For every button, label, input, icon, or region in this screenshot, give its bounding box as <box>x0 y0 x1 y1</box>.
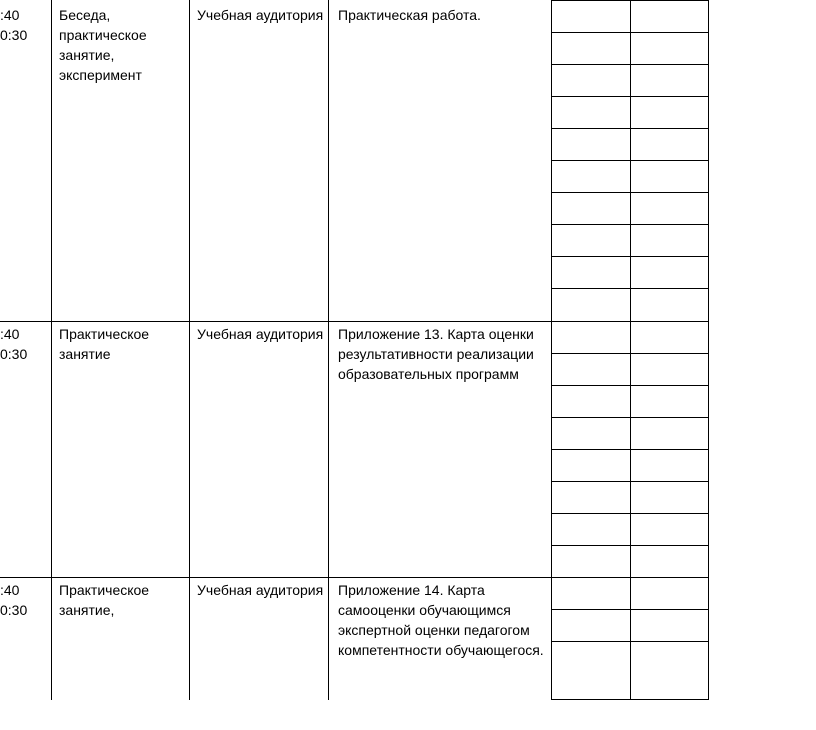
lesson-form: Беседа, практическое занятие, эксперимент <box>59 7 147 83</box>
time-start: :40 <box>0 326 20 342</box>
table-vline <box>551 0 552 700</box>
table-cell-border <box>551 481 709 482</box>
lesson-form: Практическое занятие, <box>59 582 150 618</box>
table-cell-border <box>551 641 709 642</box>
time-end: 0:30 <box>0 27 28 43</box>
table-cell-border <box>551 0 709 1</box>
control-form: Приложение 13. Карта оценки результативности реализации образовательных программ <box>338 326 534 382</box>
table-cell-border <box>551 160 709 161</box>
table-cell-border <box>551 64 709 65</box>
control-form: Практическая работа. <box>338 7 481 23</box>
lesson-place: Учебная аудитория <box>197 7 324 23</box>
table-cell-border <box>551 545 709 546</box>
table-cell-border <box>551 385 709 386</box>
table-cell-border <box>551 128 709 129</box>
table-cell-border <box>551 256 709 257</box>
time-end: 0:30 <box>0 346 28 362</box>
table-row-separator <box>0 577 709 578</box>
table-cell-border <box>551 417 709 418</box>
lesson-form: Практическое занятие <box>59 326 150 362</box>
time-start: :40 <box>0 7 20 23</box>
table-cell-border <box>551 224 709 225</box>
table-cell-border <box>551 96 709 97</box>
time-end: 0:30 <box>0 602 28 618</box>
table-vline <box>328 0 329 700</box>
table-vline <box>51 0 52 700</box>
lesson-place: Учебная аудитория <box>197 582 324 598</box>
table-vline <box>708 0 709 700</box>
table-cell-border <box>551 449 709 450</box>
table-vline <box>630 0 631 700</box>
table-vline <box>189 0 190 700</box>
table-cell-border <box>551 513 709 514</box>
lesson-place: Учебная аудитория <box>197 326 324 342</box>
table-cell-border <box>551 288 709 289</box>
table-cell-border <box>551 192 709 193</box>
table-cell-border <box>551 32 709 33</box>
control-form: Приложение 14. Карта самооценки обучающимся экспертной оценки педагогом компетентности обучающегося. <box>338 582 544 658</box>
table-row-separator <box>0 321 709 322</box>
time-start: :40 <box>0 582 20 598</box>
table-cell-border <box>551 699 709 700</box>
table-cell-border <box>551 353 709 354</box>
table-cell-border <box>551 609 709 610</box>
